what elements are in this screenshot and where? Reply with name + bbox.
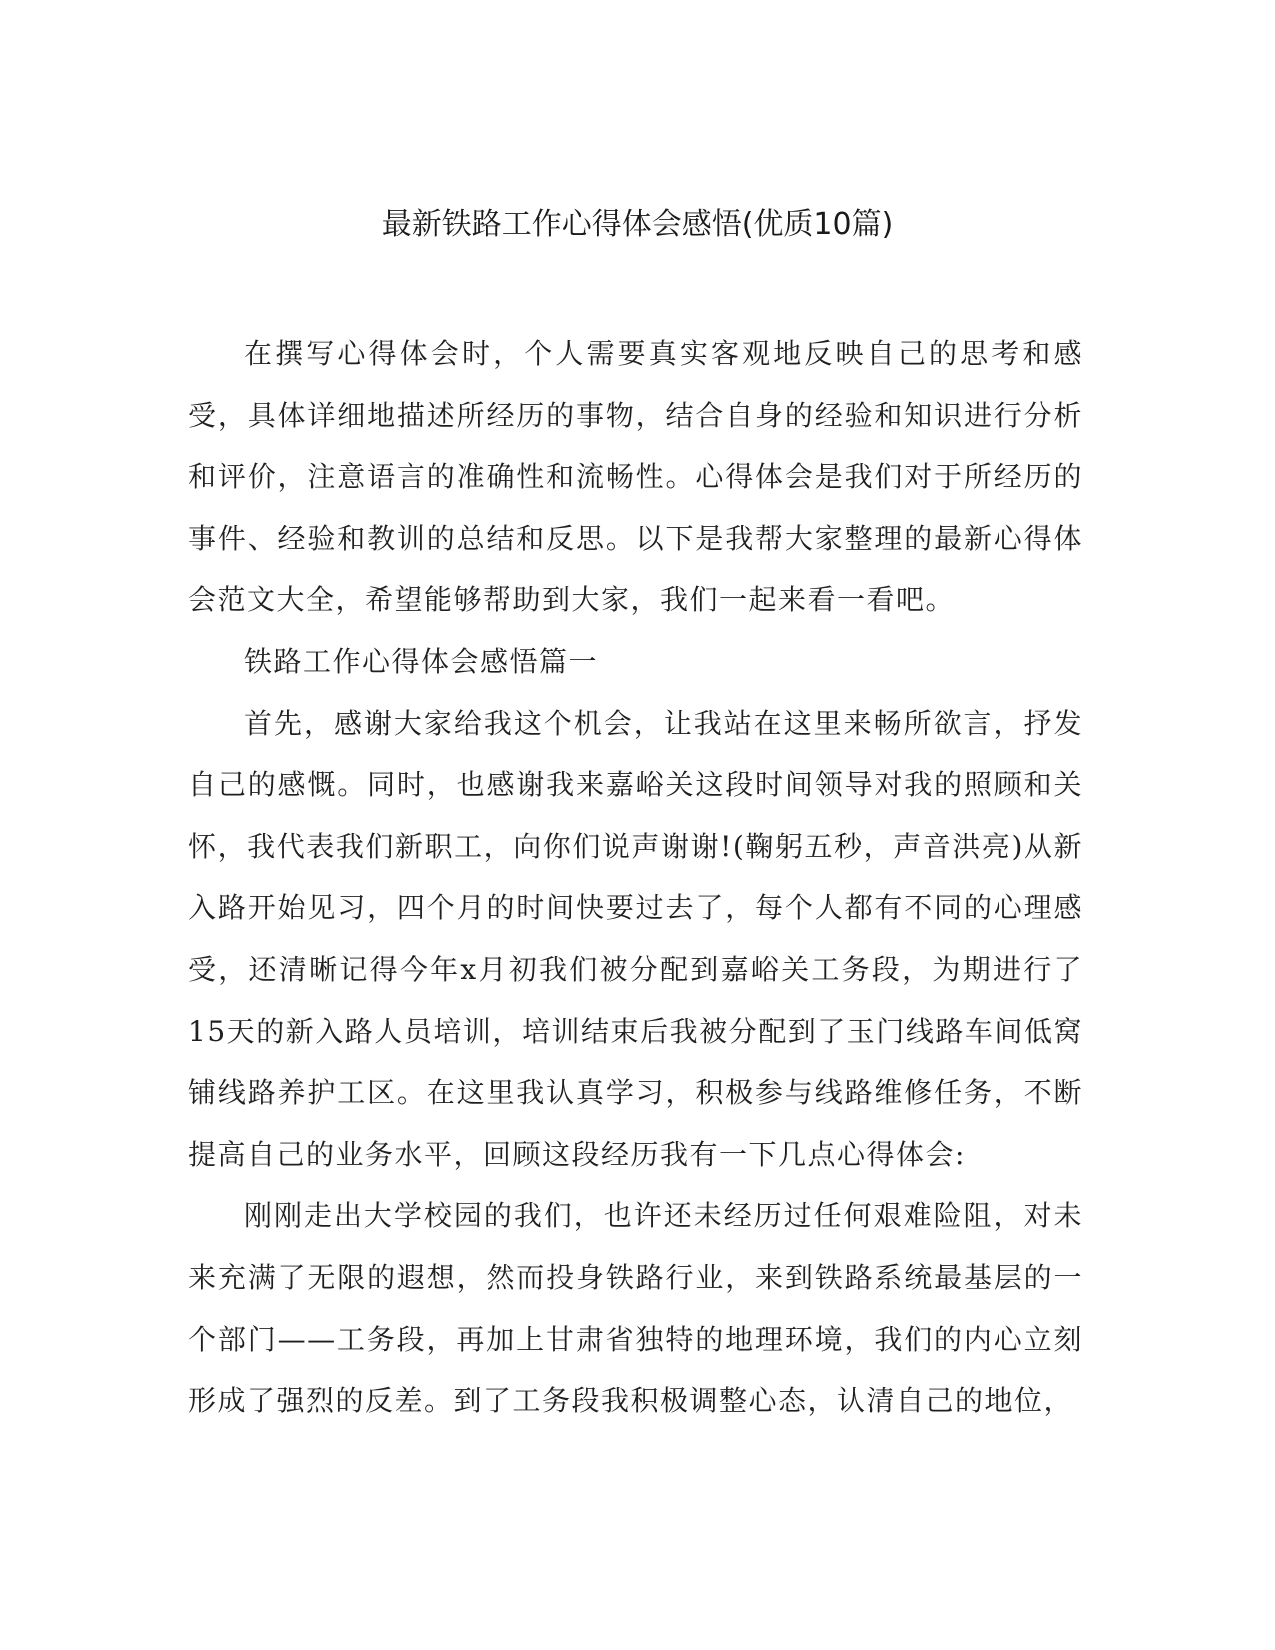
- body-paragraph-1: 首先，感谢大家给我这个机会，让我站在这里来畅所欲言，抒发自己的感慨。同时，也感谢我来嘉峪关这段时间领导对我的照顾和关怀，我代表我们新职工，向你们说声谢谢!(鞠躬五秒，声音洪亮)从新入路开始见习，四个月的时间快要过去了，每个人都有不同的心理感受，还清晰记得今年x月初我们被分配到嘉峪关工务段，为期进行了15天的新入路人员培训，培训结束后我被分配到了玉门线路车间低窝铺线路养护工区。在这里我认真学习，积极参与线路维修任务，不断提高自己的业务水平，回顾这段经历我有一下几点心得体会:: [188, 706, 1083, 1171]
- document-title: 最新铁路工作心得体会感悟(优质10篇): [381, 207, 894, 242]
- section-heading: 铁路工作心得体会感悟篇一: [244, 644, 599, 678]
- intro-paragraph: 在撰写心得体会时，个人需要真实客观地反映自己的思考和感受，具体详细地描述所经历的事物，结合自身的经验和知识进行分析和评价，注意语言的准确性和流畅性。心得体会是我们对于所经历的事件、经验和教训的总结和反思。以下是我帮大家整理的最新心得体会范文大全，希望能够帮助到大家，我们一起来看一看吧。: [188, 337, 1083, 617]
- body-paragraph-2: 刚刚走出大学校园的我们，也许还未经历过任何艰难险阻，对未来充满了无限的遐想，然而投身铁路行业，来到铁路系统最基层的一个部门——工务段，再加上甘肃省独特的地理环境，我们的内心立刻形成了强烈的反差。到了工务段我积极调整心态，认清自己的地位，: [188, 1199, 1083, 1418]
- document-body: [188, 323, 1083, 1432]
